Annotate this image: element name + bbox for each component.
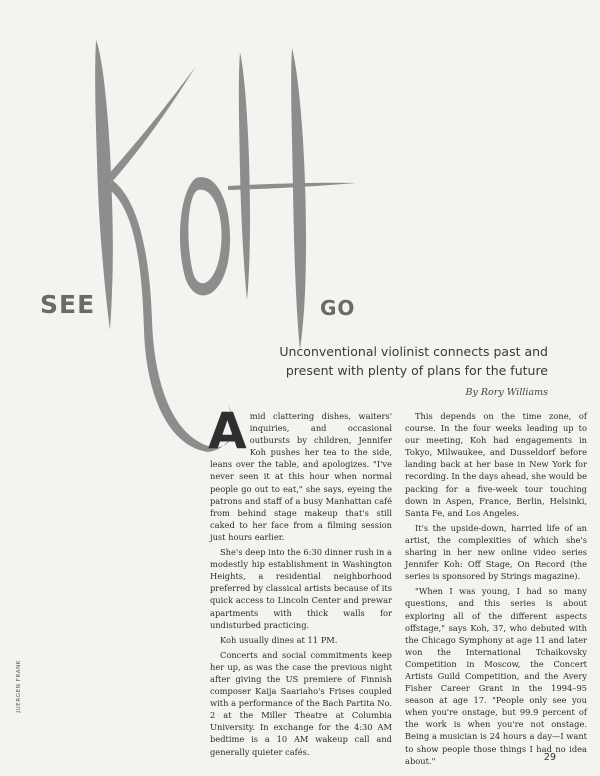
article-paragraph: It's the upside-down, harried life of an artist, the complexities of which she's sharing in her new online video series Jennifer Koh: Off Stage, On Record (the series is sponsored by Strings magazine). [405,522,587,582]
drop-cap: A [208,402,247,460]
article-paragraph: This depends on the time zone, of course. In the four weeks leading up to our meeting, Koh had engagements in Tokyo, Milwaukee, and Dusseldorf before landing back at her base in New York for recording. In the days ahead, she would be packing for a five-week tour touching down in Aspen, France, Berlin, Helsinki, Santa Fe, and Los Angeles. [405,411,587,518]
article-column-left [208,402,392,761]
article-paragraph: Amid clattering dishes, waiters' inquiries, and occasional outbursts by children, Jennifer Koh pushes her tea to the side, leans over the table, and apologizes. "I've never seen it at this hour when normal people go out to eat," she says, eyeing the patrons and staff of a busy Manhattan café from behind stage makeup that's still caked to her face from a filming session just hours earlier. [208,402,392,542]
article-subtitle: Unconventional violinist connects past and present with plenty of plans for the future [279,344,548,378]
byline: By Rory Williams [465,387,548,398]
article-paragraph: "When I was young, I had so many questions, and this series is about exploring all of the different aspects offstage," says Koh, 37, who debuted with the Chicago Symphony at age 11 and later won the International Tchaikovsky Competition in Moscow, the Concert Artists Guild Competition, and the Avery Fisher Career Grant in the 1994–95 season at age 17. "People only see you when you're onstage, but 99.9 percent of the work is when you're not onstage. Being a musician is 24 hours a day—I want to show people those things I had no idea about." [405,586,587,766]
title-see: SEE [40,290,96,319]
article-paragraph: Concerts and social commitments keep her up, as was the case the previous night after giving the US premiere of Finnish composer Kaija Saariaho's Frises coupled with a performance of the Bach Partita No. 2 at the Miller Theatre at Columbia University. In exchange for the 4:30 AM bedtime is a 10 AM wakeup call and generally quieter cafés. [210,649,392,757]
article-paragraph: She's deep into the 6:30 dinner rush in a modestly hip establishment in Washington Heights, a residential neighborhood preferred by classical artists because of its quick access to Lincoln Center and prewar apartments with thick walls for undisturbed practicing. [210,547,392,630]
photo-credit: JUERGEN FRANK [16,660,22,713]
page-number: 29 [543,752,556,763]
article-column-right [405,410,587,770]
title-go: GO [320,296,356,320]
article-paragraph: Koh usually dines at 11 PM. [220,634,338,645]
